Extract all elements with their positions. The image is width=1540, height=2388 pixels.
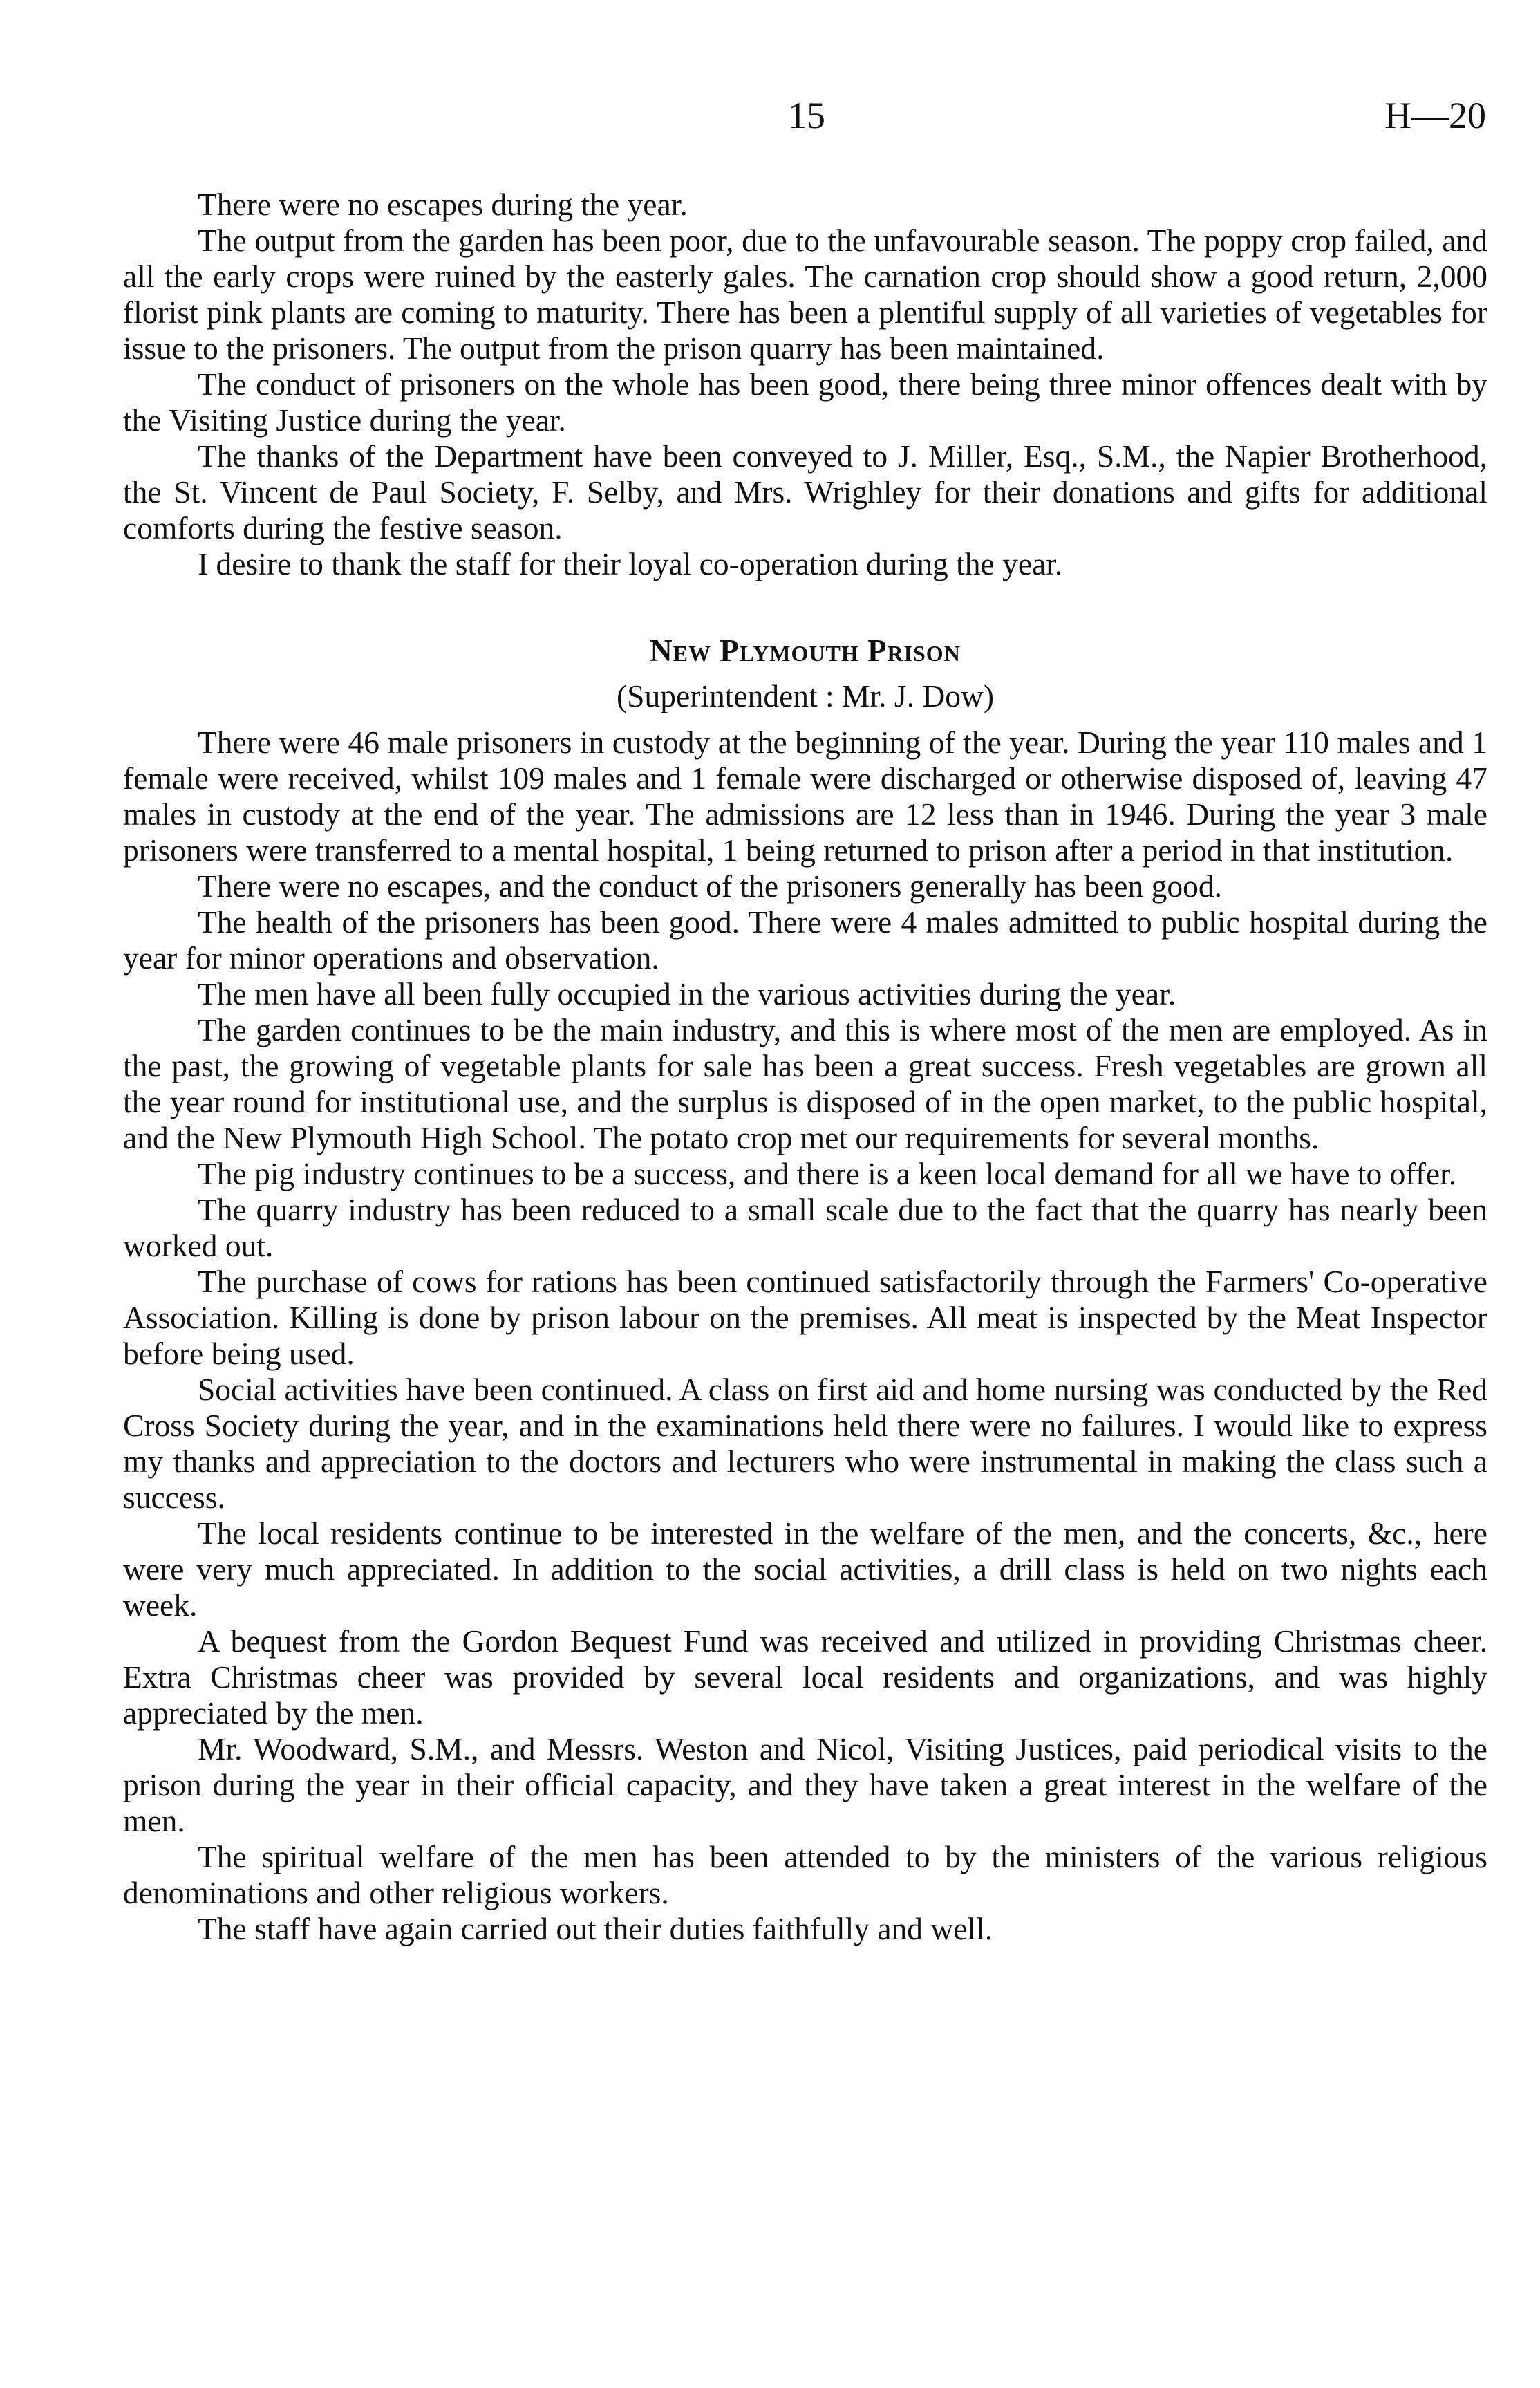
paragraph: The health of the prisoners has been good. There were 4 males admitted to public hospital during the year for minor operations and observation. (123, 904, 1487, 976)
paragraph: There were no escapes, and the conduct of the prisoners generally has been good. (198, 868, 1222, 904)
paragraph: The spiritual welfare of the men has been attended to by the ministers of the various religious denominations and other religious workers. (123, 1839, 1487, 1910)
paragraph: The garden continues to be the main industry, and this is where most of the men are employed. As in the past, the growing of vegetable plants for sale has been a great success. Fresh vegetables are grown all the year round for institutional use, and the surplus is disposed of in the open market, to the public hospital, and the New Plymouth High School. The potato crop met our requirements for several months. (123, 1012, 1487, 1155)
page-number: 15 (788, 95, 825, 136)
paragraph: The men have all been fully occupied in the various activities during the year. (198, 976, 1176, 1011)
paragraph: A bequest from the Gordon Bequest Fund was received and utilized in providing Christmas cheer. Extra Christmas cheer was provided by several local residents and organizations, and was highly appreciated by the men. (123, 1623, 1487, 1731)
new-plymouth-prison-section (123, 632, 1487, 1947)
paragraph: I desire to thank the staff for their loyal co-operation during the year. (198, 546, 1063, 581)
paragraph: The thanks of the Department have been conveyed to J. Miller, Esq., S.M., the Napier Brotherhood, the St. Vincent de Paul Society, F. Selby, and Mrs. Wrighley for their donations and gifts for additional comforts during the festive season. (123, 438, 1487, 545)
page-content (123, 187, 1487, 1947)
section-title: New Plymouth Prison (650, 633, 961, 668)
paragraph: The local residents continue to be interested in the welfare of the men, and the concerts, &c., here were very much appreciated. In addition to the social activities, a drill class is held on two nights each week. (123, 1515, 1487, 1623)
paragraph: There were no escapes during the year. (198, 187, 688, 222)
paragraph: The purchase of cows for rations has been continued satisfactorily through the Farmers' Co-operative Association. Killing is done by prison labour on the premises. All meat is inspected by the Meat Inspector before being used. (123, 1264, 1487, 1371)
paragraph: There were 46 male prisoners in custody at the beginning of the year. During the year 110 males and 1 female were received, whilst 109 males and 1 female were discharged or otherwise disposed of, leaving 47 males in custody at the end of the year. The admissions are 12 less than in 1946. During the year 3 male prisoners were transferred to a mental hospital, 1 being returned to prison after a period in that institution. (123, 725, 1487, 868)
document-reference: H—20 (1384, 95, 1486, 136)
paragraph: The staff have again carried out their duties faithfully and well. (198, 1911, 993, 1946)
section-subtitle: (Superintendent : Mr. J. Dow) (617, 678, 994, 713)
paragraph: The conduct of prisoners on the whole has been good, there being three minor offences dealt with by the Visiting Justice during the year. (123, 366, 1487, 438)
paragraph: The pig industry continues to be a success, and there is a keen local demand for all we have to offer. (198, 1156, 1457, 1191)
paragraph: Social activities have been continued. A class on first aid and home nursing was conducted by the Red Cross Society during the year, and in the examinations held there were no failures. I would like to express my thanks and appreciation to the doctors and lecturers who were instrumental in making the class such a success. (123, 1372, 1487, 1515)
paragraph: The output from the garden has been poor, due to the unfavourable season. The poppy crop failed, and all the early crops were ruined by the easterly gales. The carnation crop should show a good return, 2,000 florist pink plants are coming to maturity. There has been a plentiful supply of all varieties of vegetables for issue to the prisoners. The output from the prison quarry has been maintained. (123, 223, 1487, 366)
paragraph: Mr. Woodward, S.M., and Messrs. Weston and Nicol, Visiting Justices, paid periodical visits to the prison during the year in their official capacity, and they have taken a great interest in the welfare of the men. (123, 1731, 1487, 1838)
paragraph: The quarry industry has been reduced to a small scale due to the fact that the quarry has nearly been worked out. (123, 1192, 1487, 1263)
